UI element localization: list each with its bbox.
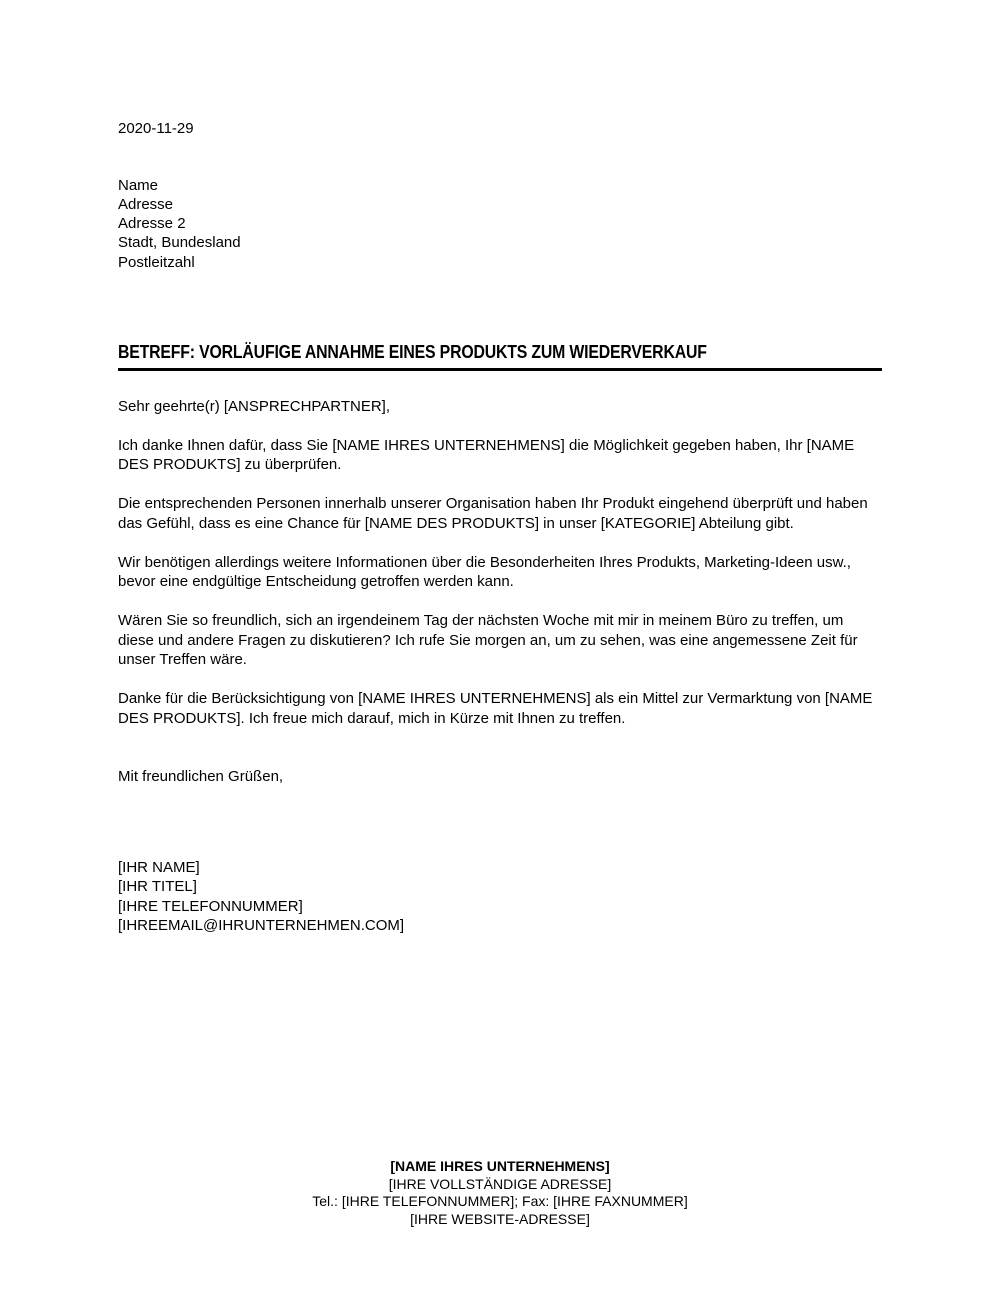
recipient-address (118, 176, 882, 272)
signature-block (118, 858, 882, 935)
recipient-line: Stadt, Bundesland (118, 234, 241, 252)
body-paragraph: Wären Sie so freundlich, sich an irgendeinem Tag der nächsten Woche mit mir in meinem Büro zu treffen, um diese und andere Fragen zu diskutieren? Ich rufe Sie morgen an, um zu sehen, was eine angemessene Zeit für unser Treffen wäre. (118, 612, 858, 669)
letter-content (118, 119, 882, 935)
recipient-line: Adresse 2 (118, 215, 186, 233)
closing: Mit freundlichen Grüßen, (118, 768, 284, 786)
signature-line: [IHR NAME] (118, 858, 200, 876)
body-paragraph: Die entsprechenden Personen innerhalb unserer Organisation haben Ihr Produkt eingehend überprüft und haben das Gefühl, dass es eine Chance für [NAME DES PRODUKTS] in unser [KATEGORIE] Abteilung gibt. (118, 495, 868, 532)
body-paragraph: Ich danke Ihnen dafür, dass Sie [NAME IHRES UNTERNEHMENS] die Möglichkeit gegeben haben, Ihr [NAME DES PRODUKTS] zu überprüfen. (118, 436, 855, 474)
footer-website: [IHRE WEBSITE-ADRESSE] (410, 1210, 590, 1227)
letter-date: 2020-11-29 (118, 120, 194, 137)
footer-address: [IHRE VOLLSTÄNDIGE ADRESSE] (388, 1175, 612, 1192)
signature-line: [IHRE TELEFONNUMMER] (118, 897, 303, 915)
subject-line (118, 342, 882, 363)
body-paragraph: Wir benötigen allerdings weitere Informationen über die Besonderheiten Ihres Produkts, Marketing-Ideen usw., bevor eine endgültige Entscheidung getroffen werden kann. (118, 553, 851, 591)
recipient-line: Adresse (118, 195, 174, 213)
letter-footer (0, 1158, 1000, 1228)
body-paragraph: Danke für die Berücksichtigung von [NAME IHRES UNTERNEHMENS] als ein Mittel zur Vermarktung von [NAME DES PRODUKTS]. Ich freue mich darauf, mich in Kürze mit Ihnen zu treffen. (118, 690, 873, 727)
subject-divider (118, 368, 882, 371)
recipient-line: Name (118, 176, 159, 194)
subject-text: BETREFF: VORLÄUFIGE ANNAHME EINES PRODUKTS ZUM WIEDERVERKAUF (118, 341, 707, 362)
signature-line: [IHR TITEL] (118, 878, 197, 896)
recipient-line: Postleitzahl (118, 253, 195, 271)
signature-line: [IHREEMAIL@IHRUNTERNEHMEN.COM] (118, 916, 405, 934)
footer-phone-fax: Tel.: [IHRE TELEFONNUMMER]; Fax: [IHRE FAXNUMMER] (312, 1193, 688, 1209)
footer-company: [NAME IHRES UNTERNEHMENS] (390, 1158, 610, 1174)
salutation: Sehr geehrte(r) [ANSPRECHPARTNER], (118, 397, 391, 415)
